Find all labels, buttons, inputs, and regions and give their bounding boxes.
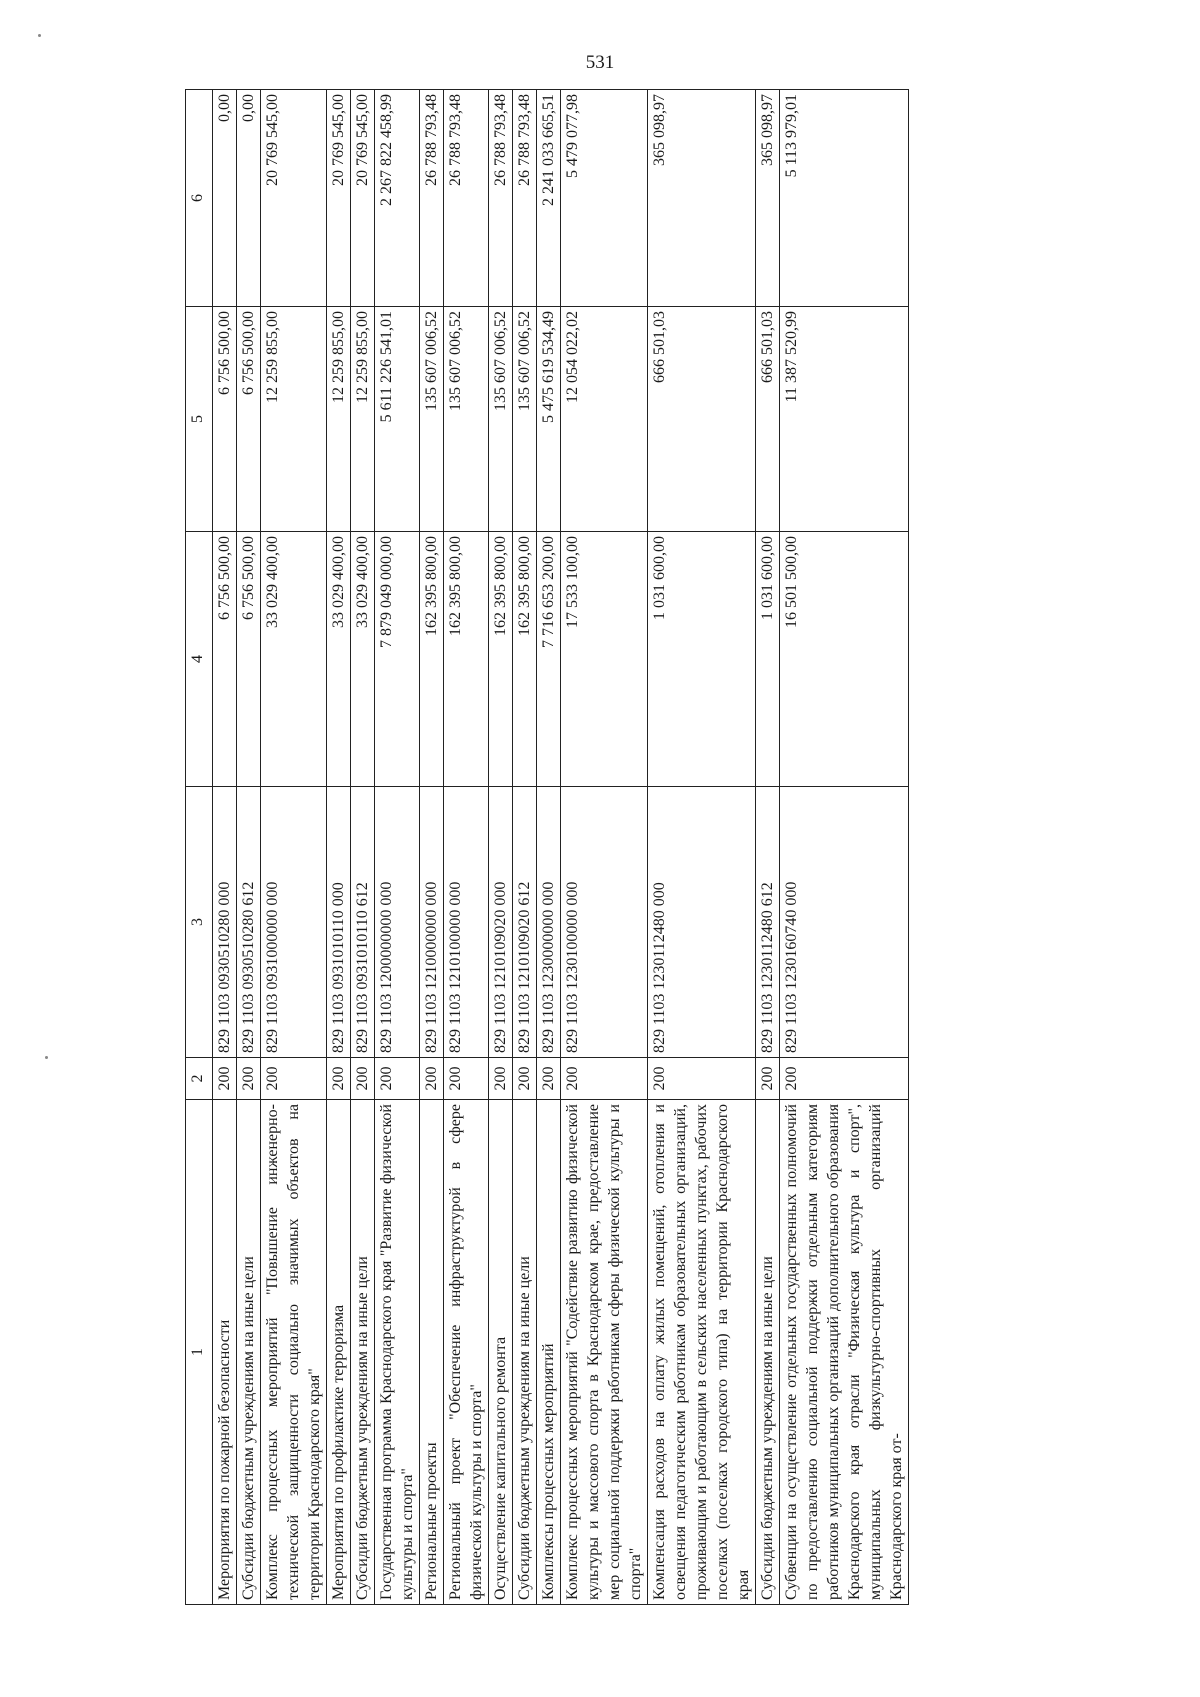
row-value-6: 0,00: [213, 90, 237, 307]
row-name: Региональные проекты: [420, 1100, 444, 1605]
row-kbk: 829 1103 1210100000 000: [444, 787, 489, 1058]
row-kbk: 829 1103 0930510280 000: [213, 787, 237, 1058]
row-value-6: 2 267 822 458,99: [375, 90, 420, 307]
row-value-6: 5 479 077,98: [561, 90, 648, 307]
table-row: [561, 90, 648, 1605]
row-value-4: 6 756 500,00: [237, 532, 261, 787]
column-header: 1: [186, 1100, 213, 1605]
row-kbk: 829 1103 1210109020 000: [489, 787, 513, 1058]
row-value-5: 5 475 619 534,49: [537, 307, 561, 532]
row-code: 200: [756, 1058, 780, 1100]
table-row: [513, 90, 537, 1605]
row-value-6: 0,00: [237, 90, 261, 307]
row-name: Мероприятия по профилактике терроризма: [327, 1100, 351, 1605]
row-value-6: 20 769 545,00: [261, 90, 327, 307]
row-kbk: 829 1103 1230000000 000: [537, 787, 561, 1058]
row-value-6: 26 788 793,48: [513, 90, 537, 307]
table-row: [756, 90, 780, 1605]
table-row: [351, 90, 375, 1605]
row-value-5: 135 607 006,52: [444, 307, 489, 532]
row-value-4: 1 031 600,00: [648, 532, 756, 787]
row-value-4: 1 031 600,00: [756, 532, 780, 787]
row-value-4: 16 501 500,00: [780, 532, 909, 787]
budget-table: [185, 89, 909, 1605]
row-code: 200: [537, 1058, 561, 1100]
row-code: 200: [513, 1058, 537, 1100]
row-name: Осуществление капитального ремонта: [489, 1100, 513, 1605]
row-value-4: 162 395 800,00: [420, 532, 444, 787]
row-value-6: 20 769 545,00: [351, 90, 375, 307]
column-header: 6: [186, 90, 213, 307]
rotated-table-container: [185, 90, 1065, 1605]
row-value-5: 135 607 006,52: [513, 307, 537, 532]
page-number: 531: [585, 52, 615, 73]
row-value-6: 2 241 033 665,51: [537, 90, 561, 307]
row-value-4: 33 029 400,00: [351, 532, 375, 787]
table-row: [261, 90, 327, 1605]
row-value-5: 135 607 006,52: [489, 307, 513, 532]
row-code: 200: [327, 1058, 351, 1100]
row-value-6: 365 098,97: [756, 90, 780, 307]
column-header: 3: [186, 787, 213, 1058]
row-value-4: 33 029 400,00: [327, 532, 351, 787]
table-row: [213, 90, 237, 1605]
row-name: Комплекс процессных мероприятий "Повышение инженерно-технической защищенности социально значимых объектов на территории Краснодарского края": [261, 1100, 327, 1605]
row-kbk: 829 1103 1230112480 612: [756, 787, 780, 1058]
table-row: [375, 90, 420, 1605]
row-name: Компенсация расходов на оплату жилых помещений, отопления и освещения педагогическим работникам образовательных организаций, проживающим и работающим в сельских населенных пунктах, рабочих поселках (поселках городского типа) на территории Краснодарского края: [648, 1100, 756, 1605]
row-value-4: 7 879 049 000,00: [375, 532, 420, 787]
row-value-6: 26 788 793,48: [489, 90, 513, 307]
row-kbk: 829 1103 1210000000 000: [420, 787, 444, 1058]
row-value-4: 162 395 800,00: [489, 532, 513, 787]
row-name: Мероприятия по пожарной безопасности: [213, 1100, 237, 1605]
row-code: 200: [489, 1058, 513, 1100]
row-value-5: 666 501,03: [648, 307, 756, 532]
row-value-5: 135 607 006,52: [420, 307, 444, 532]
row-value-6: 5 113 979,01: [780, 90, 909, 307]
header-row: [186, 90, 213, 1605]
row-name: Комплекс процессных мероприятий "Содействие развитию физической культуры и массового спорта в Краснодарском крае, предоставление мер социальной поддержки работникам сферы физической культуры и спорта": [561, 1100, 648, 1605]
row-name: Субсидии бюджетным учреждениям на иные цели: [351, 1100, 375, 1605]
table-row: [444, 90, 489, 1605]
row-value-5: 6 756 500,00: [237, 307, 261, 532]
row-value-4: 7 716 653 200,00: [537, 532, 561, 787]
row-code: 200: [375, 1058, 420, 1100]
table-row: [489, 90, 513, 1605]
row-kbk: 829 1103 0931000000 000: [261, 787, 327, 1058]
row-value-4: 6 756 500,00: [213, 532, 237, 787]
scan-speck: [38, 34, 41, 37]
table-row: [237, 90, 261, 1605]
table-row: [648, 90, 756, 1605]
row-value-6: 26 788 793,48: [444, 90, 489, 307]
row-code: 200: [648, 1058, 756, 1100]
column-header: 4: [186, 532, 213, 787]
row-code: 200: [780, 1058, 909, 1100]
row-value-5: 12 054 022,02: [561, 307, 648, 532]
row-code: 200: [561, 1058, 648, 1100]
row-value-4: 162 395 800,00: [513, 532, 537, 787]
column-header: 2: [186, 1058, 213, 1100]
row-name: Государственная программа Краснодарского края "Развитие физической культуры и спорта": [375, 1100, 420, 1605]
row-name: Субсидии бюджетным учреждениям на иные цели: [756, 1100, 780, 1605]
row-code: 200: [237, 1058, 261, 1100]
row-value-5: 12 259 855,00: [327, 307, 351, 532]
row-value-5: 5 611 226 541,01: [375, 307, 420, 532]
row-value-5: 12 259 855,00: [261, 307, 327, 532]
row-value-6: 20 769 545,00: [327, 90, 351, 307]
row-value-6: 26 788 793,48: [420, 90, 444, 307]
row-name: Комплексы процессных мероприятий: [537, 1100, 561, 1605]
row-code: 200: [444, 1058, 489, 1100]
row-kbk: 829 1103 1230112480 000: [648, 787, 756, 1058]
row-kbk: 829 1103 0931010110 612: [351, 787, 375, 1058]
row-kbk: 829 1103 0931010110 000: [327, 787, 351, 1058]
scan-speck: [45, 1056, 48, 1059]
row-code: 200: [213, 1058, 237, 1100]
row-kbk: 829 1103 0930510280 612: [237, 787, 261, 1058]
row-code: 200: [351, 1058, 375, 1100]
row-value-4: 162 395 800,00: [444, 532, 489, 787]
row-name: Субвенции на осуществление отдельных государственных полномочий по предоставлению социальной поддержки отдельным категориям работников муниципальных организаций дополнительного образования Краснодарского края отрасли "Физическая культура и спорт", муниципальных физкультурно-спортивных организаций Краснодарского края от-: [780, 1100, 909, 1605]
row-name: Субсидии бюджетным учреждениям на иные цели: [237, 1100, 261, 1605]
row-code: 200: [261, 1058, 327, 1100]
table-row: [780, 90, 909, 1605]
row-kbk: 829 1103 1230100000 000: [561, 787, 648, 1058]
row-value-4: 33 029 400,00: [261, 532, 327, 787]
row-code: 200: [420, 1058, 444, 1100]
row-value-5: 6 756 500,00: [213, 307, 237, 532]
column-header: 5: [186, 307, 213, 532]
table-row: [327, 90, 351, 1605]
row-value-6: 365 098,97: [648, 90, 756, 307]
table-row: [420, 90, 444, 1605]
row-value-4: 17 533 100,00: [561, 532, 648, 787]
row-name: Региональный проект "Обеспечение инфраструктурой в сфере физической культуры и спорта": [444, 1100, 489, 1605]
row-value-5: 12 259 855,00: [351, 307, 375, 532]
row-kbk: 829 1103 1210109020 612: [513, 787, 537, 1058]
row-value-5: 666 501,03: [756, 307, 780, 532]
row-kbk: 829 1103 1230160740 000: [780, 787, 909, 1058]
row-value-5: 11 387 520,99: [780, 307, 909, 532]
row-name: Субсидии бюджетным учреждениям на иные цели: [513, 1100, 537, 1605]
table-row: [537, 90, 561, 1605]
row-kbk: 829 1103 1200000000 000: [375, 787, 420, 1058]
